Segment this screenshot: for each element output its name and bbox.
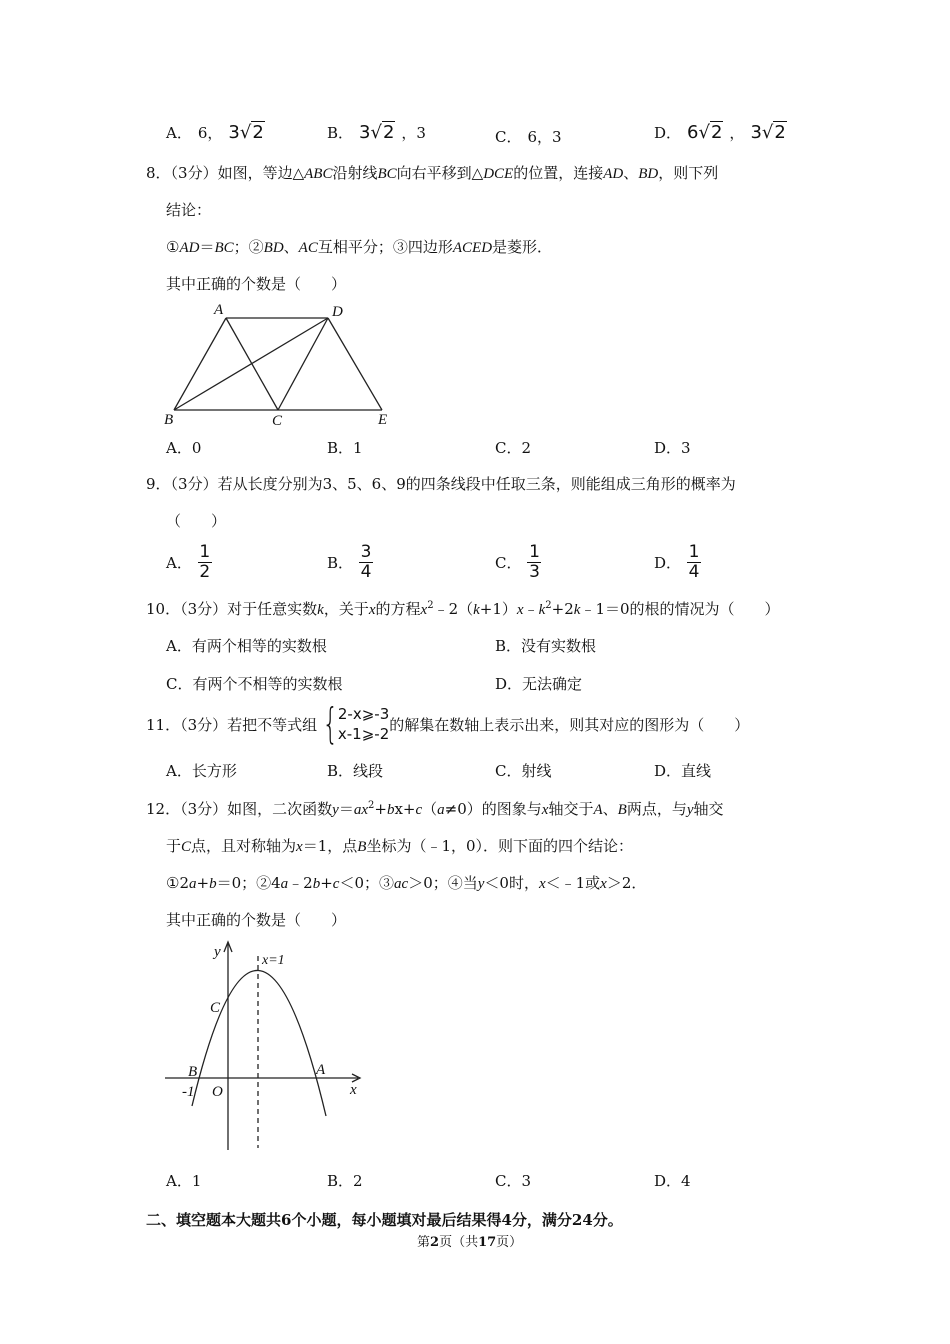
point-label-c: C (210, 1000, 221, 1016)
q7-option-c[interactable] (495, 126, 562, 147)
q12-option-a[interactable]: A．1 (166, 1172, 202, 1190)
sqrt-expr: 6√2 (687, 122, 723, 143)
option-text: 6， (197, 124, 223, 142)
symmetry-label: x=1 (262, 953, 285, 968)
tick-label-minus-one: -1 (182, 1084, 195, 1100)
q11-stem: 11．（3分）若把不等式组 { 2-x⩾-3 x-1⩾-2 的解集在数轴上表示出来，则其对应的图形为（ ） (146, 699, 750, 748)
q7-option-d[interactable] (654, 122, 787, 143)
option-text: ，3 (401, 124, 426, 142)
q12-stem-line1: 12．（3分）如图，二次函数$y=ax^2+bx+c(a\ne 0)$的图象与x轴交于A、B两点，与y轴交 (146, 800, 724, 818)
option-text: 6，3 (527, 128, 562, 146)
axis-label-x: x (350, 1082, 357, 1098)
q7-option-a[interactable] (166, 122, 265, 143)
option-label: C． (495, 554, 522, 572)
fraction: $\frac{1}{3}$ (529, 542, 540, 582)
q9-option-b[interactable] (327, 543, 373, 582)
q8-figure (160, 300, 400, 430)
q8-option-c[interactable]: C．2 (495, 439, 532, 457)
q11-option-b[interactable]: B．线段 (327, 762, 384, 780)
q9-option-d[interactable] (654, 543, 701, 582)
q8-option-a[interactable]: A．0 (166, 439, 202, 457)
axis-label-y: y (214, 944, 221, 960)
option-text: ， (729, 124, 745, 142)
option-label: A． (166, 554, 192, 572)
q9-option-a[interactable] (166, 543, 212, 582)
point-label-a: A (214, 302, 224, 318)
origin-label: O (212, 1084, 223, 1100)
option-label: C． (495, 128, 522, 146)
q10-stem: 10．（3分）对于任意实数k，关于x的方程$x^2﹣2(k+1)x﹣k^2+2k﹣1=0$的根的情况为（ ） (146, 600, 780, 618)
q8-stem-line1: 8．（3分）如图，等边△ABC沿射线BC向右平移到△DCE的位置，连接AD、BD，则下列 (146, 164, 719, 182)
point-label-b: B (164, 412, 174, 428)
option-label: A． (166, 124, 192, 142)
q12-option-d[interactable]: D．4 (654, 1172, 691, 1190)
option-label: D． (654, 124, 682, 142)
fraction: $\frac{3}{4}$ (360, 542, 372, 582)
inequality-system: 2-x⩾-3 x-1⩾-2 (337, 705, 390, 743)
q8-conclusions: ①AD＝BC；②BD、AC互相平分；③四边形ACED是菱形． (166, 238, 553, 256)
page-footer: 第2页（共17页） (417, 1235, 523, 1250)
q10-option-c[interactable]: C．有两个不相等的实数根 (166, 675, 343, 693)
q11-option-d[interactable]: D．直线 (654, 762, 712, 780)
point-label-b: B (188, 1064, 198, 1080)
option-label: B． (327, 124, 354, 142)
q8-question: 其中正确的个数是（ ） (166, 275, 347, 293)
q12-conclusions: ①2a+b＝0；②4a﹣2b+c＜0；③ac＞0；④当y＜0时，x＜﹣1或x＞2． (166, 874, 647, 892)
q9-stem-line2: （ ） (166, 512, 227, 530)
q10-option-a[interactable]: A．有两个相等的实数根 (166, 637, 327, 655)
q9-stem-line1: 9．（3分）若从长度分别为3、5、6、9的四条线段中任取三条，则能组成三角形的概率为 (146, 475, 736, 493)
q12-question: 其中正确的个数是（ ） (166, 911, 347, 929)
option-label: D． (654, 554, 682, 572)
q7-option-b[interactable] (327, 122, 426, 143)
q12-figure (160, 938, 370, 1156)
q12-option-b[interactable]: B．2 (327, 1172, 363, 1190)
point-label-e: E (378, 412, 388, 428)
fraction: $\frac{1}{4}$ (688, 542, 700, 582)
q8-option-b[interactable]: B．1 (327, 439, 363, 457)
q11-option-a[interactable]: A．长方形 (166, 762, 237, 780)
fraction: $\frac{1}{2}$ (199, 542, 211, 582)
point-label-a: A (316, 1062, 326, 1078)
q10-option-b[interactable]: B．没有实数根 (495, 637, 597, 655)
point-label-c: C (272, 413, 283, 429)
q12-stem-line2: 于C点，且对称轴为x＝1，点B坐标为（﹣1，0）．则下面的四个结论： (166, 837, 634, 855)
q10-option-d[interactable]: D．无法确定 (495, 675, 583, 693)
q11-option-c[interactable]: C．射线 (495, 762, 552, 780)
option-label: B． (327, 554, 354, 572)
sqrt-expr: 3√2 (228, 122, 264, 143)
point-label-d: D (332, 304, 343, 320)
sqrt-expr: 3√2 (359, 122, 395, 143)
section-heading: 二、填空题本大题共6个小题，每小题填对最后结果得4分，满分24分。 (146, 1211, 623, 1229)
q8-option-d[interactable]: D．3 (654, 439, 691, 457)
brace-symbol: { (322, 699, 339, 748)
q12-option-c[interactable]: C．3 (495, 1172, 532, 1190)
q8-stem-line2: 结论： (166, 201, 212, 219)
q9-option-c[interactable] (495, 543, 541, 582)
sqrt-expr: 3√2 (750, 122, 786, 143)
